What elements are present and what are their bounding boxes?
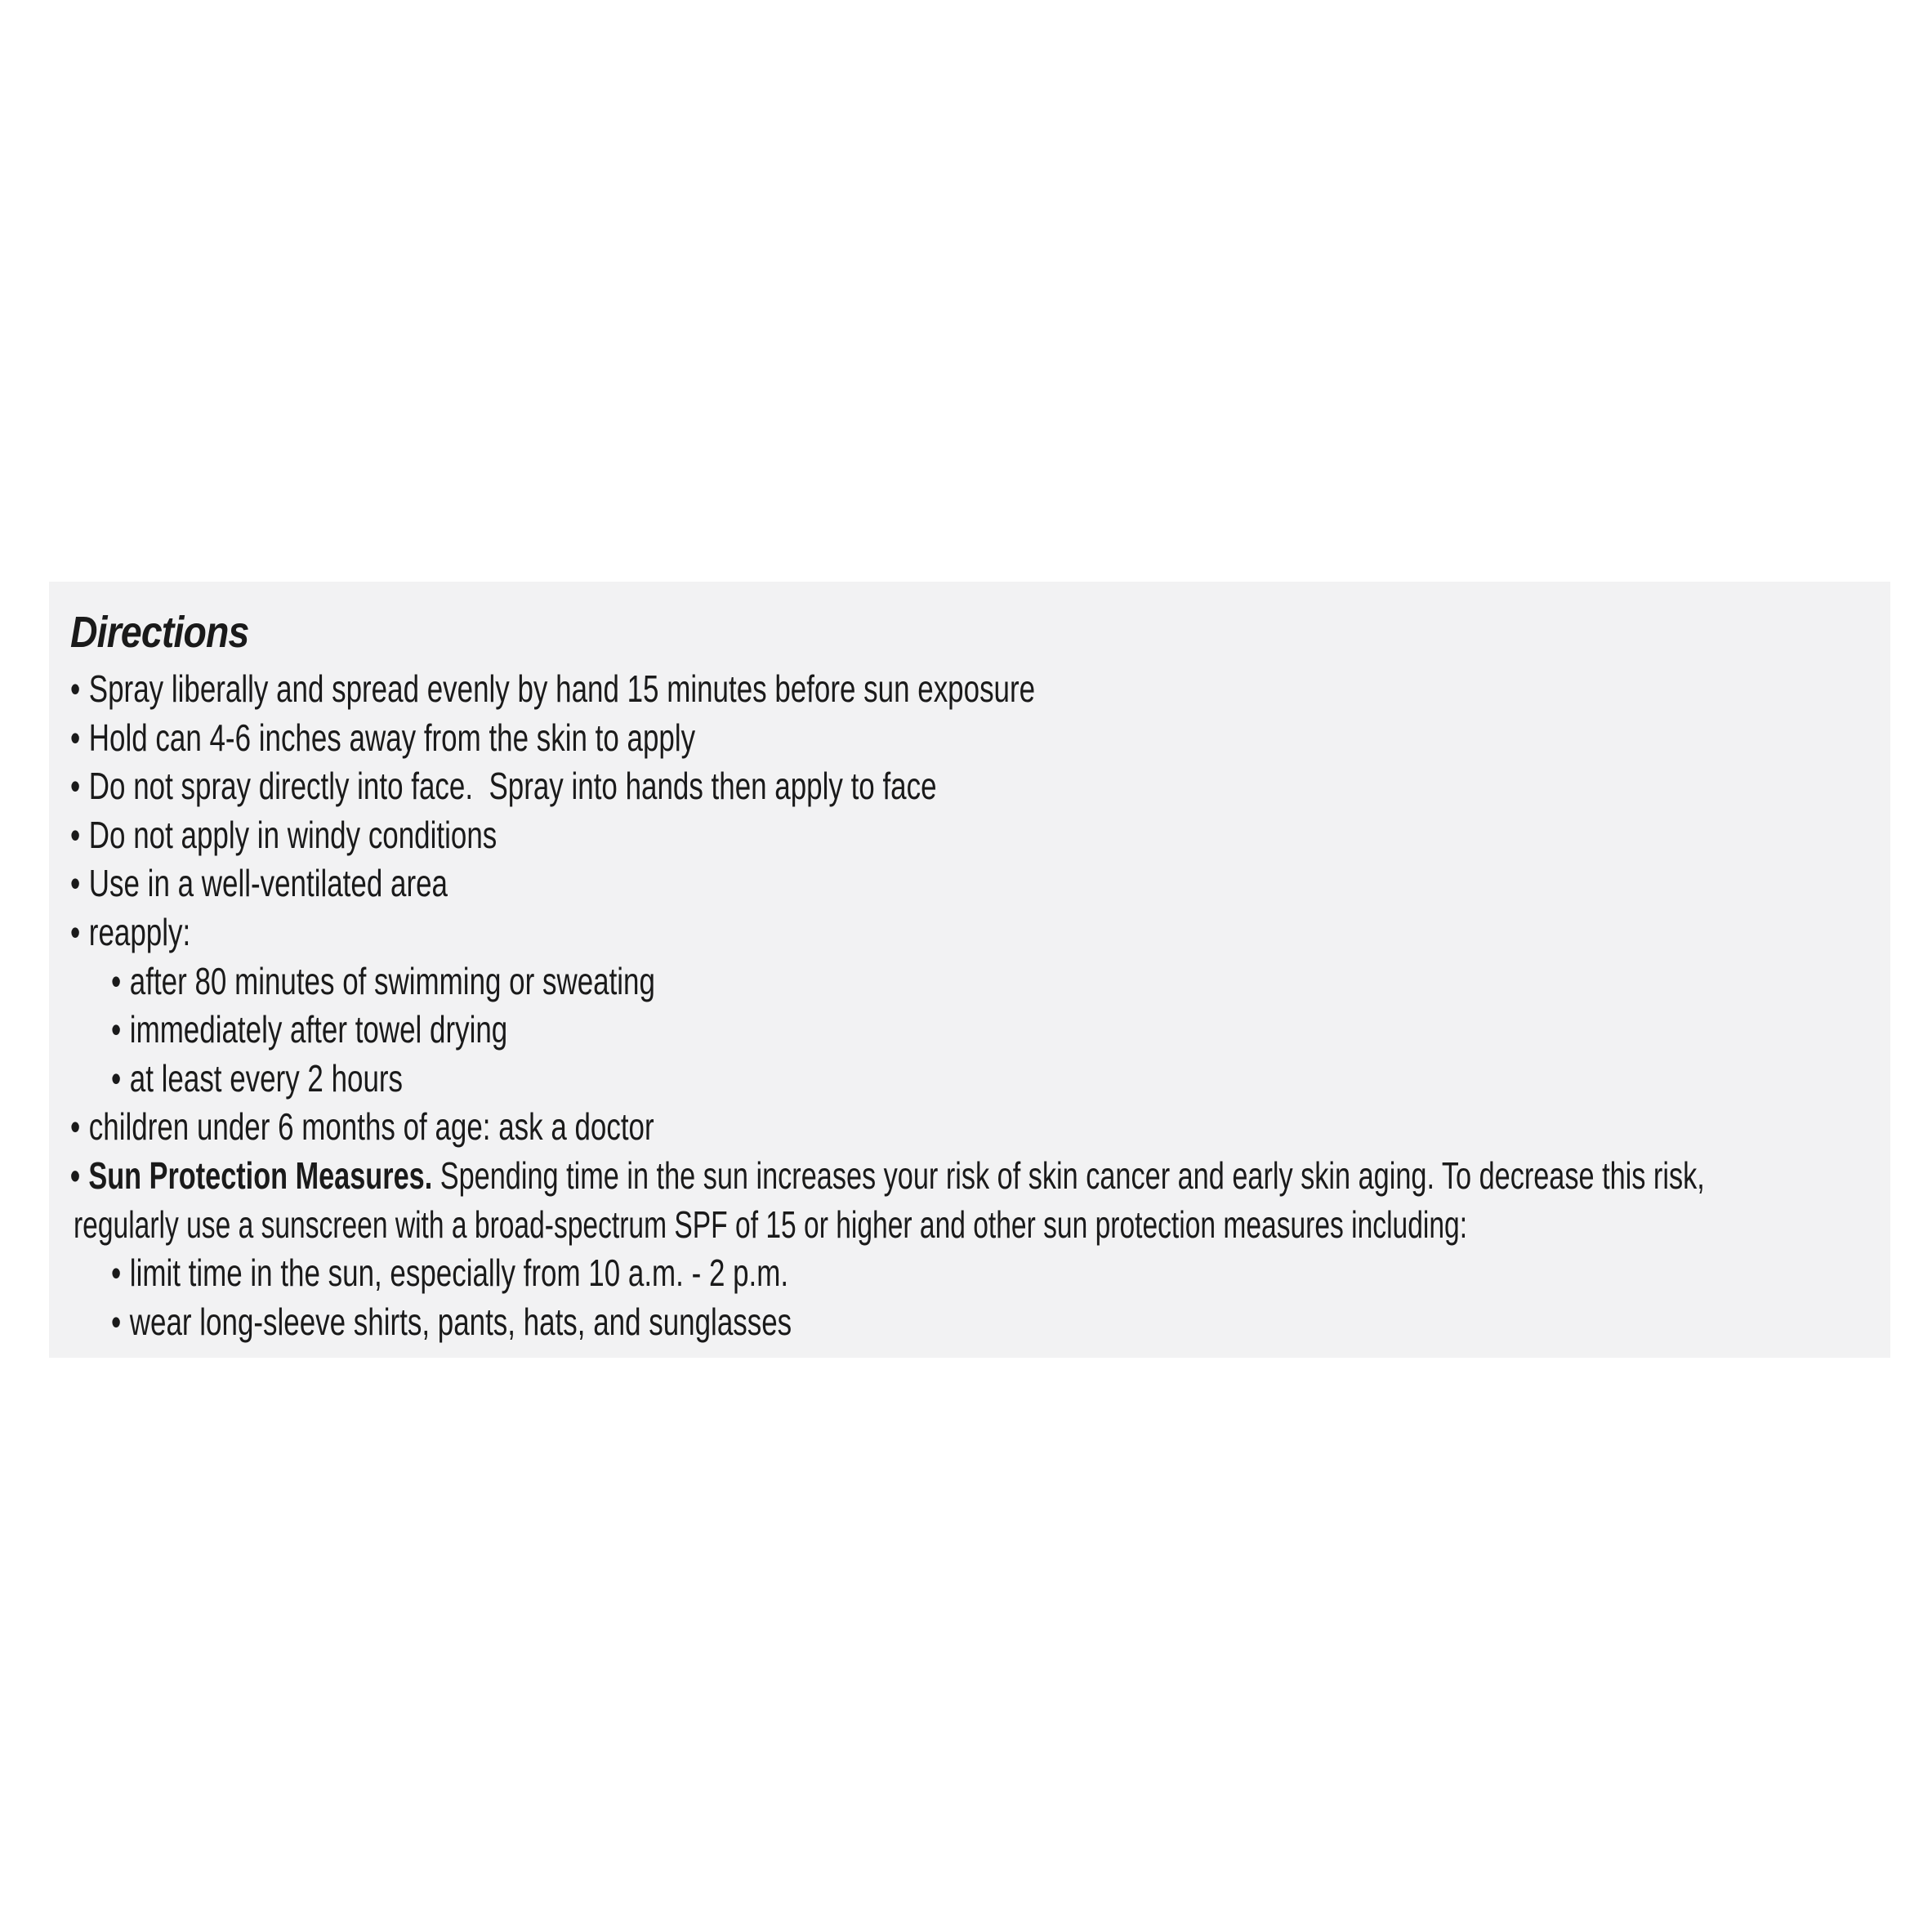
direction-item bbox=[70, 811, 1438, 860]
direction-item-text: Hold can 4-6 inches away from the skin to apply bbox=[88, 716, 696, 759]
sun-protection-sub-item-text: limit time in the sun, especially from 10 a.m. - 2 p.m. bbox=[129, 1252, 789, 1295]
directions-label-panel bbox=[49, 582, 1890, 1358]
direction-item-text: after 80 minutes of swimming or sweating bbox=[129, 959, 655, 1002]
direction-item bbox=[70, 859, 1438, 908]
bullet-icon: • bbox=[70, 765, 81, 808]
direction-item-text: Do not apply in windy conditions bbox=[88, 813, 498, 856]
bullet-icon: • bbox=[111, 1056, 122, 1100]
bullet-icon: • bbox=[70, 1153, 81, 1197]
direction-item-text: Do not spray directly into face. Spray into hands then apply to face bbox=[88, 765, 937, 808]
sun-protection-text: Spending time in the sun increases your risk of skin cancer and early skin aging. To decrease this risk, bbox=[432, 1153, 1705, 1197]
direction-item-text: immediately after towel drying bbox=[129, 1008, 508, 1051]
bullet-icon: • bbox=[111, 1252, 122, 1295]
direction-sub-item bbox=[111, 1055, 1448, 1104]
sun-protection-sub-item-text: wear long-sleeve shirts, pants, hats, and sunglasses bbox=[129, 1300, 792, 1343]
directions-heading: Directions bbox=[70, 608, 249, 657]
sun-protection-text: regularly use a sunscreen with a broad-spectrum SPF of 15 or higher and other sun protection measures including: bbox=[74, 1202, 1468, 1246]
direction-item bbox=[70, 908, 1438, 957]
bullet-icon: • bbox=[111, 1300, 122, 1343]
sun-protection-item-continued bbox=[74, 1201, 1468, 1250]
direction-item bbox=[70, 665, 1438, 714]
bullet-icon: • bbox=[111, 959, 122, 1002]
direction-item bbox=[70, 714, 1438, 763]
direction-sub-item bbox=[111, 1006, 1448, 1055]
sun-protection-item bbox=[70, 1152, 1705, 1201]
direction-sub-item bbox=[111, 957, 1448, 1006]
direction-item bbox=[70, 762, 1438, 811]
direction-item bbox=[70, 1103, 1438, 1152]
direction-item-text: children under 6 months of age: ask a doctor bbox=[88, 1105, 654, 1149]
sun-protection-sub-item bbox=[111, 1298, 1448, 1347]
direction-item-text: Use in a well-ventilated area bbox=[88, 862, 448, 905]
bullet-icon: • bbox=[70, 667, 81, 710]
bullet-icon: • bbox=[70, 1105, 81, 1149]
direction-item-text: Spray liberally and spread evenly by hand 15 minutes before sun exposure bbox=[88, 667, 1036, 710]
bullet-icon: • bbox=[70, 910, 81, 953]
bullet-icon: • bbox=[70, 716, 81, 759]
direction-item-text: reapply: bbox=[88, 910, 191, 953]
direction-item-text: at least every 2 hours bbox=[129, 1056, 404, 1100]
bullet-icon: • bbox=[70, 862, 81, 905]
bullet-icon: • bbox=[70, 813, 81, 856]
bullet-icon: • bbox=[111, 1008, 122, 1051]
sun-protection-label: Sun Protection Measures. bbox=[88, 1153, 433, 1197]
sun-protection-sub-item bbox=[111, 1249, 1448, 1298]
